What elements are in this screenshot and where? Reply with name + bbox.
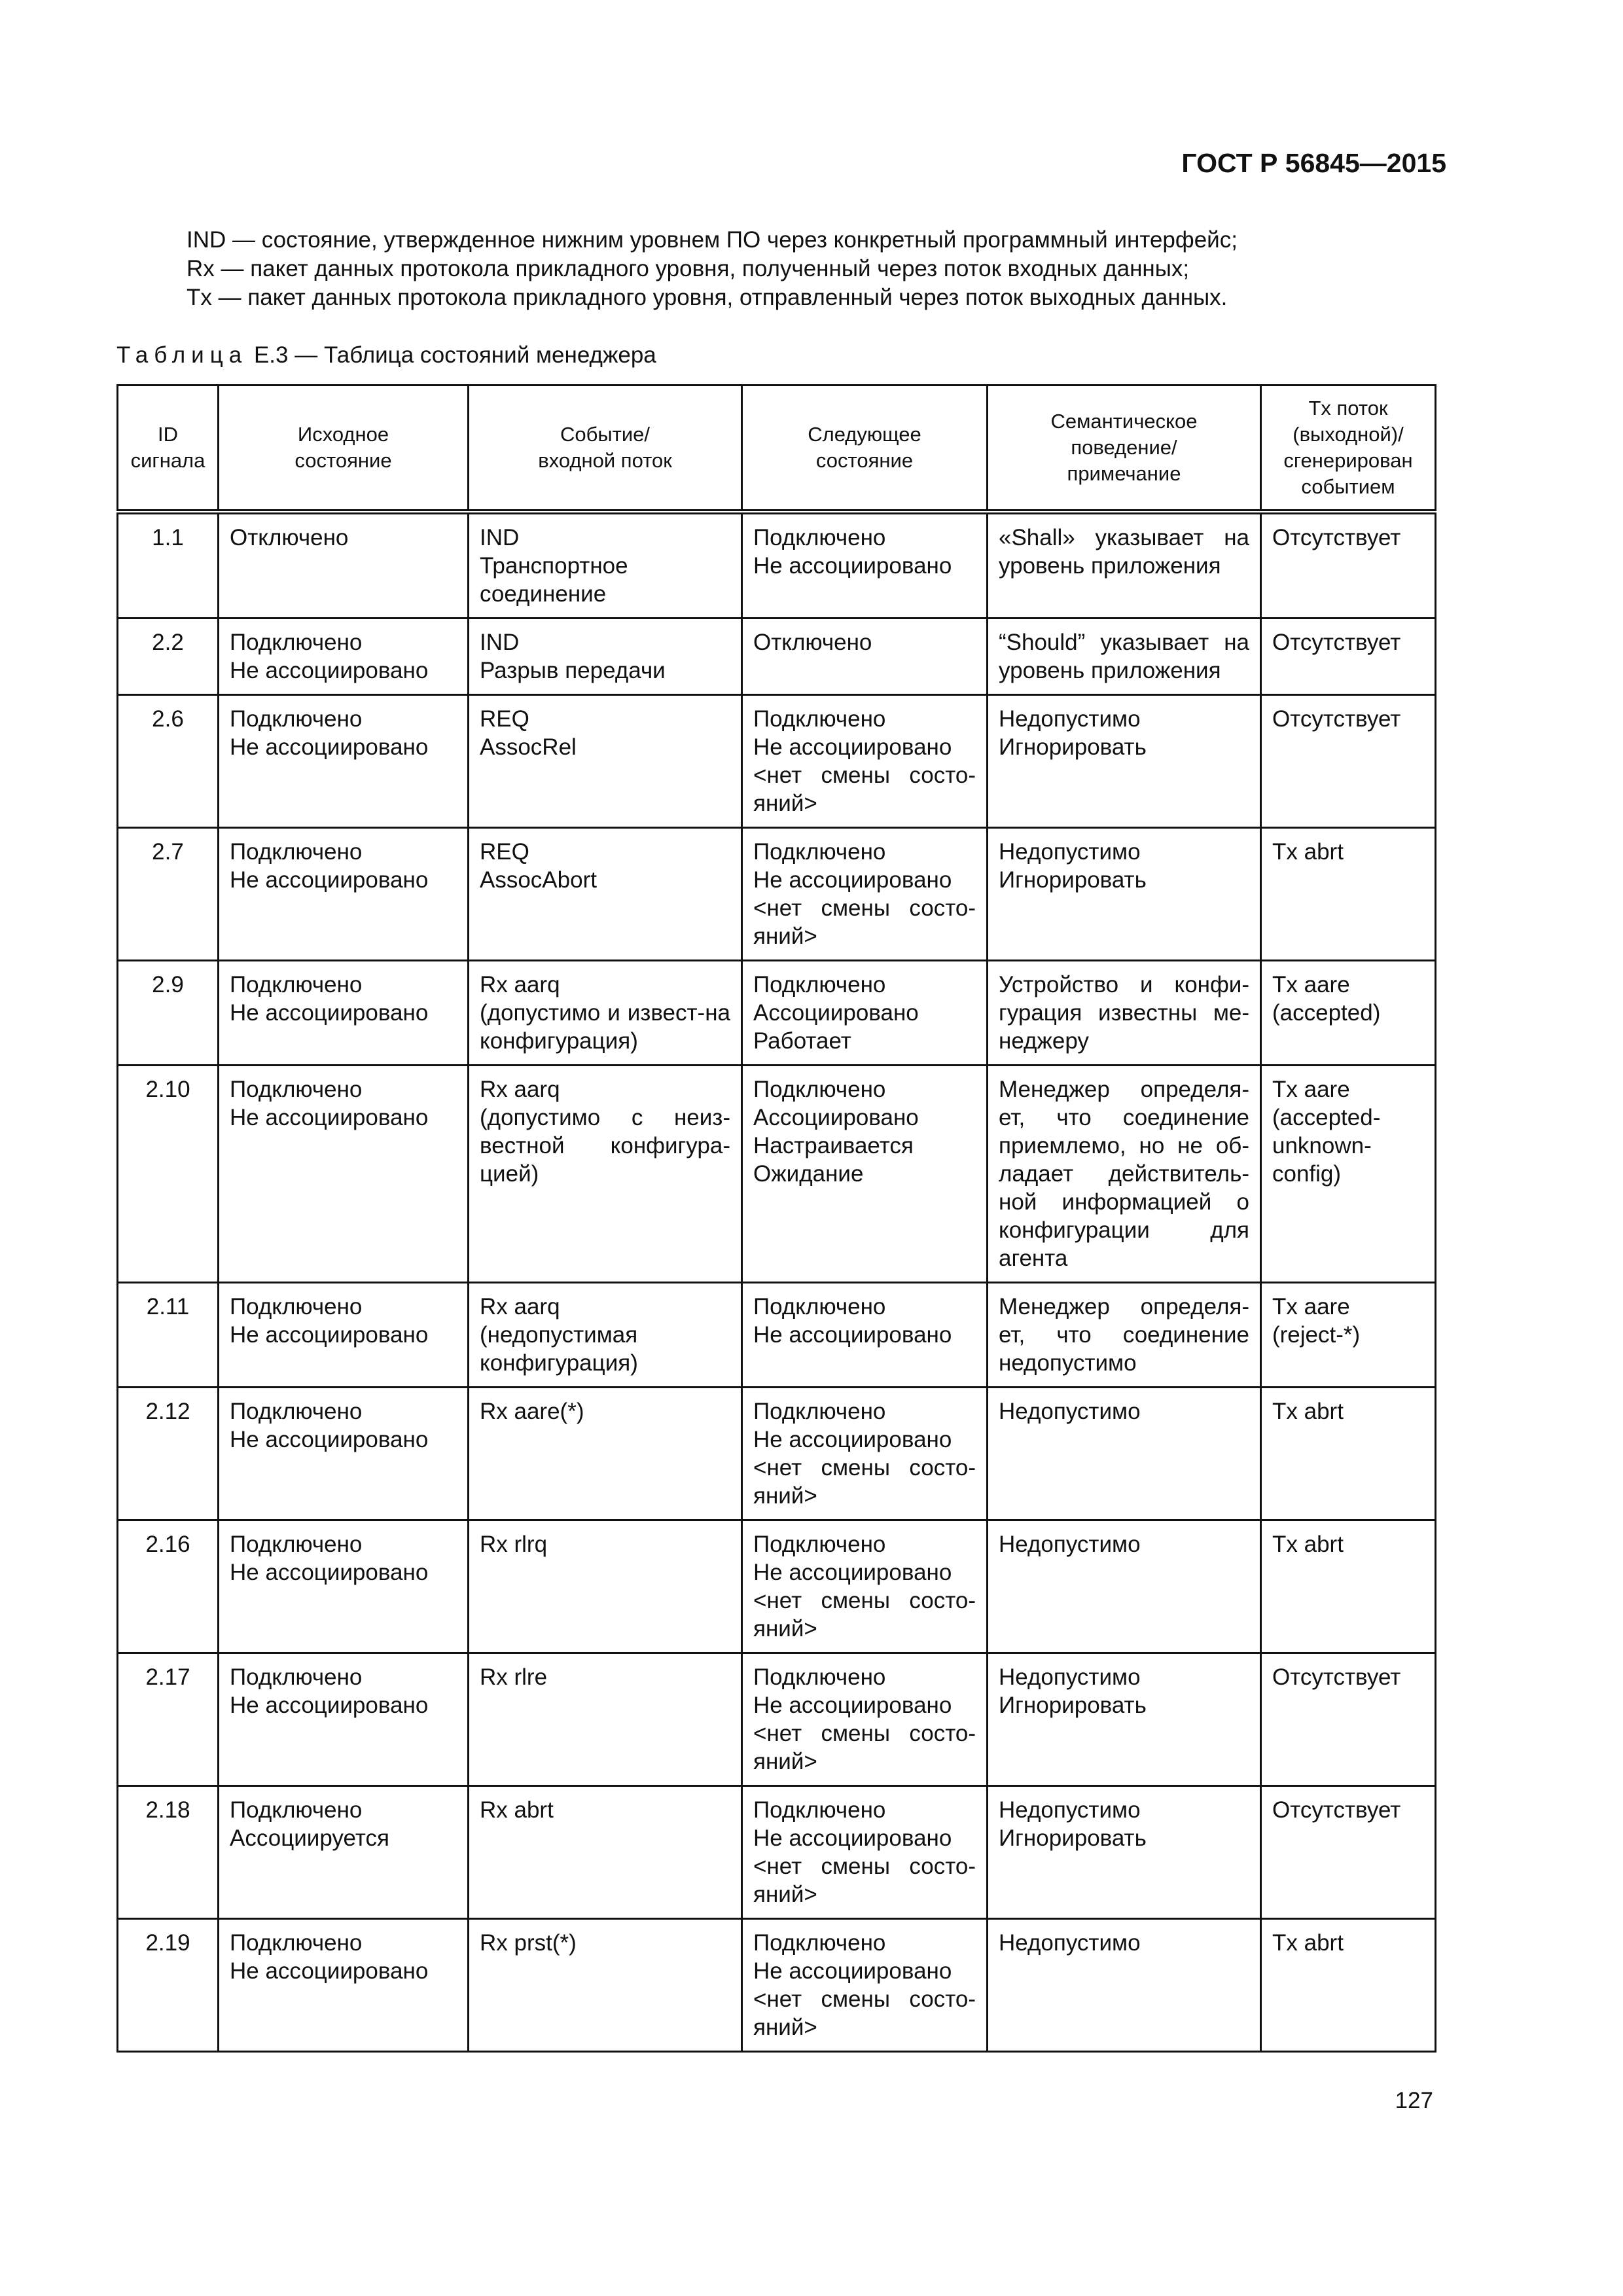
cell-initial-state: Подключено Не ассоциировано (219, 961, 469, 1066)
cell-next-state: Подключено Не ассоциировано (742, 512, 988, 619)
cell-signal-id: 2.12 (118, 1388, 219, 1520)
cell-initial-state: Подключено Ассоциируется (219, 1786, 469, 1919)
cell-event-input: Rx aarq (допустимо и извест-на конфигурация) (469, 961, 742, 1066)
cell-initial-state: Подключено Не ассоциировано (219, 1066, 469, 1283)
cell-next-state: Подключено Не ассоциировано <нет смены состо-яний> (742, 828, 988, 961)
cell-signal-id: 2.18 (118, 1786, 219, 1919)
note-tx: Tx — пакет данных протокола прикладного уровня, отправленный через поток выходных данных. (187, 285, 1228, 310)
document-id: ГОСТ Р 56845—2015 (1181, 148, 1446, 178)
cell-tx-output: Tx aare (accepted) (1261, 961, 1436, 1066)
cell-initial-state: Отключено (219, 512, 469, 619)
cell-tx-output: Отсутствует (1261, 619, 1436, 695)
cell-tx-output: Tx abrt (1261, 1388, 1436, 1520)
cell-event-input: Rx rlrq (469, 1520, 742, 1653)
cell-next-state: Подключено Не ассоциировано <нет смены состо-яний> (742, 1520, 988, 1653)
cell-next-state: Подключено Не ассоциировано (742, 1283, 988, 1388)
note-rx: Rx — пакет данных протокола прикладного уровня, полученный через поток входных данных; (187, 256, 1190, 281)
cell-tx-output: Tx abrt (1261, 828, 1436, 961)
cell-event-input: Rx rlre (469, 1653, 742, 1786)
cell-initial-state: Подключено Не ассоциировано (219, 619, 469, 695)
legend-notes (187, 226, 1430, 312)
note-ind: IND — состояние, утвержденное нижним уровнем ПО через конкретный программный интерфейс; (187, 227, 1238, 253)
cell-semantic-behavior: Недопустимо Игнорировать (988, 1786, 1261, 1919)
manager-state-table (116, 384, 1436, 2053)
cell-signal-id: 1.1 (118, 512, 219, 619)
cell-semantic-behavior: Недопустимо Игнорировать (988, 695, 1261, 828)
cell-initial-state: Подключено Не ассоциировано (219, 828, 469, 961)
cell-semantic-behavior: Менеджер определя-ет, что соединение недопустимо (988, 1283, 1261, 1388)
cell-semantic-behavior: Недопустимо Игнорировать (988, 828, 1261, 961)
header-tx-output: Tx поток (выходной)/ сгенерирован событием (1261, 386, 1436, 512)
cell-signal-id: 2.16 (118, 1520, 219, 1653)
cell-initial-state: Подключено Не ассоциировано (219, 1520, 469, 1653)
cell-initial-state: Подключено Не ассоциировано (219, 1653, 469, 1786)
cell-semantic-behavior: «Shall» указывает на уровень приложения (988, 512, 1261, 619)
cell-signal-id: 2.6 (118, 695, 219, 828)
cell-next-state: Подключено Ассоциировано Настраивается Ожидание (742, 1066, 988, 1283)
cell-tx-output: Tx aare (accepted- unknown- config) (1261, 1066, 1436, 1283)
cell-signal-id: 2.10 (118, 1066, 219, 1283)
page-number: 127 (1395, 2088, 1433, 2113)
cell-next-state: Подключено Не ассоциировано <нет смены состо-яний> (742, 1653, 988, 1786)
cell-semantic-behavior: Недопустимо (988, 1388, 1261, 1520)
cell-initial-state: Подключено Не ассоциировано (219, 1919, 469, 2052)
cell-tx-output: Tx abrt (1261, 1919, 1436, 2052)
cell-event-input: IND Разрыв передачи (469, 619, 742, 695)
cell-event-input: IND Транспортное соединение (469, 512, 742, 619)
cell-next-state: Подключено Не ассоциировано <нет смены состо-яний> (742, 695, 988, 828)
table-row (118, 1919, 1436, 2052)
cell-signal-id: 2.2 (118, 619, 219, 695)
cell-tx-output: Отсутствует (1261, 1786, 1436, 1919)
cell-signal-id: 2.7 (118, 828, 219, 961)
table-row (118, 961, 1436, 1066)
cell-event-input: REQ AssocAbort (469, 828, 742, 961)
table-row (118, 1283, 1436, 1388)
cell-signal-id: 2.17 (118, 1653, 219, 1786)
table-row (118, 1520, 1436, 1653)
cell-initial-state: Подключено Не ассоциировано (219, 695, 469, 828)
cell-semantic-behavior: Недопустимо (988, 1520, 1261, 1653)
cell-tx-output: Отсутствует (1261, 1653, 1436, 1786)
cell-semantic-behavior: Недопустимо Игнорировать (988, 1653, 1261, 1786)
cell-tx-output: Tx aare (reject-*) (1261, 1283, 1436, 1388)
cell-next-state: Подключено Ассоциировано Работает (742, 961, 988, 1066)
table-row (118, 1653, 1436, 1786)
cell-semantic-behavior: Устройство и конфи-гурация известны ме-неджеру (988, 961, 1261, 1066)
table-caption-text: Е.3 — Таблица состояний менеджера (247, 342, 656, 368)
cell-next-state: Отключено (742, 619, 988, 695)
header-event-input: Событие/ входной поток (469, 386, 742, 512)
cell-tx-output: Tx abrt (1261, 1520, 1436, 1653)
cell-event-input: Rx abrt (469, 1786, 742, 1919)
cell-signal-id: 2.19 (118, 1919, 219, 2052)
header-semantic-behavior: Семантическое поведение/ примечание (988, 386, 1261, 512)
cell-event-input: Rx aarq (недопустимая конфигурация) (469, 1283, 742, 1388)
header-initial-state: Исходное состояние (219, 386, 469, 512)
table-caption-prefix: Таблица (116, 342, 248, 368)
cell-event-input: Rx prst(*) (469, 1919, 742, 2052)
header-next-state: Следующее состояние (742, 386, 988, 512)
cell-semantic-behavior: Менеджер определя-ет, что соединение приемлемо, но не об-ладает действитель-ной информацией о конфигурации для агента (988, 1066, 1261, 1283)
cell-event-input: Rx aarq (допустимо с неиз-вестной конфигура-цией) (469, 1066, 742, 1283)
cell-tx-output: Отсутствует (1261, 695, 1436, 828)
table-row (118, 619, 1436, 695)
cell-signal-id: 2.9 (118, 961, 219, 1066)
cell-event-input: REQ AssocRel (469, 695, 742, 828)
cell-signal-id: 2.11 (118, 1283, 219, 1388)
cell-semantic-behavior: “Should” указывает на уровень приложения (988, 619, 1261, 695)
cell-semantic-behavior: Недопустимо (988, 1919, 1261, 2052)
table-row (118, 695, 1436, 828)
table-row (118, 1388, 1436, 1520)
table-row (118, 1786, 1436, 1919)
cell-initial-state: Подключено Не ассоциировано (219, 1283, 469, 1388)
cell-tx-output: Отсутствует (1261, 512, 1436, 619)
cell-next-state: Подключено Не ассоциировано <нет смены состо-яний> (742, 1388, 988, 1520)
header-signal-id: ID сигнала (118, 386, 219, 512)
table-row (118, 512, 1436, 619)
cell-initial-state: Подключено Не ассоциировано (219, 1388, 469, 1520)
table-row (118, 1066, 1436, 1283)
table-header-row (118, 386, 1436, 512)
table-row (118, 828, 1436, 961)
cell-event-input: Rx aare(*) (469, 1388, 742, 1520)
table-caption (116, 342, 656, 368)
cell-next-state: Подключено Не ассоциировано <нет смены состо-яний> (742, 1919, 988, 2052)
cell-next-state: Подключено Не ассоциировано <нет смены состо-яний> (742, 1786, 988, 1919)
